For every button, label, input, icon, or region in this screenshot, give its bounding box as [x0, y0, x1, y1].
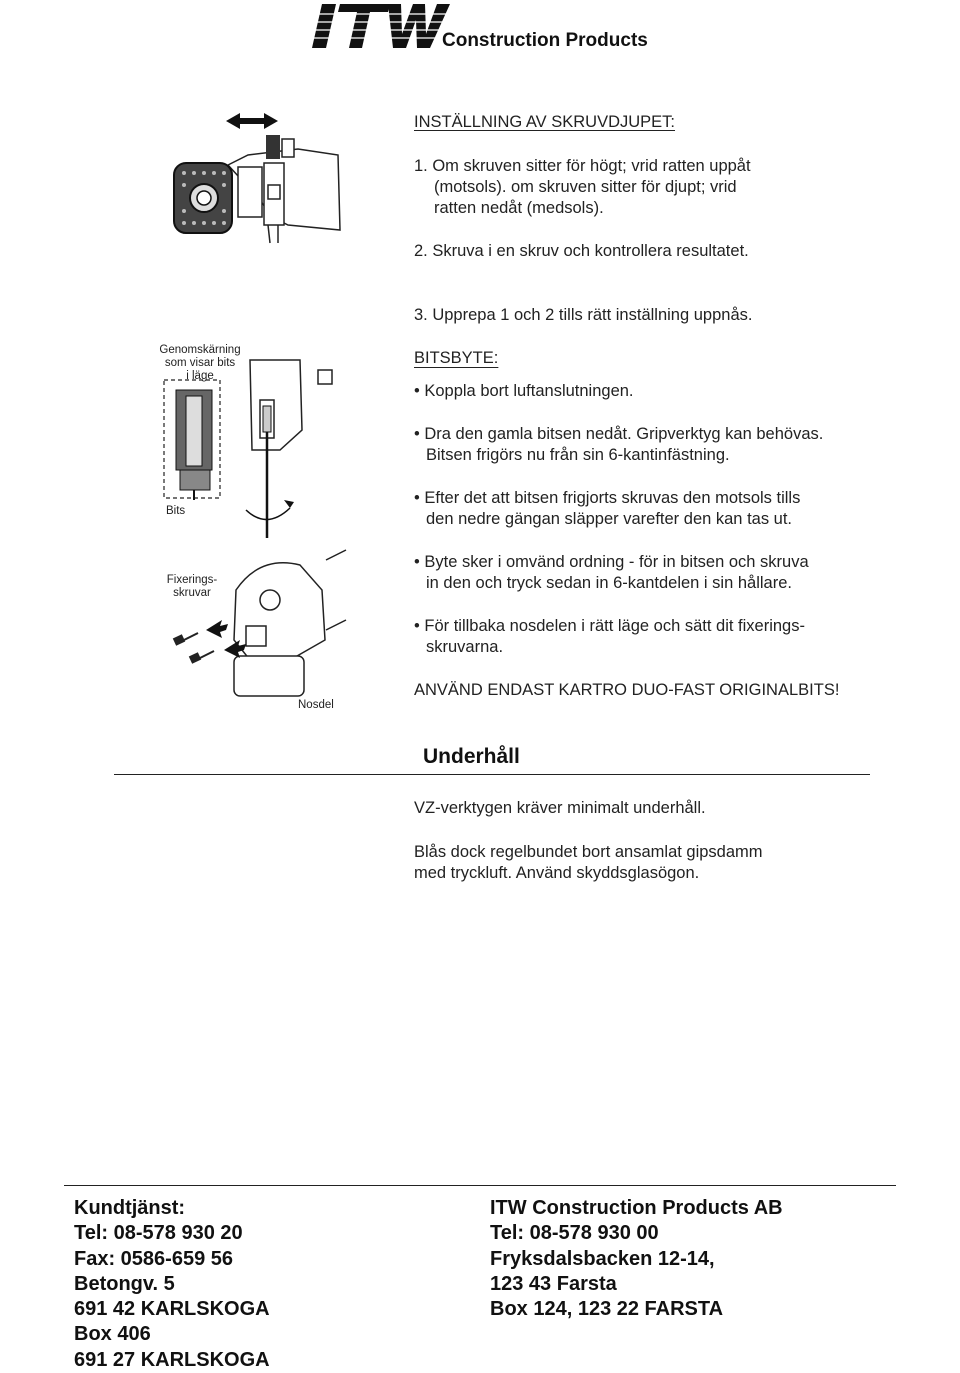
footer-divider: [64, 1185, 896, 1186]
para-line: Blås dock regelbundet bort ansamlat gipsdamm: [414, 843, 763, 861]
footer-line: Box 124, 123 22 FARSTA: [490, 1298, 724, 1321]
skruvdjup-step-1: [414, 156, 751, 219]
bitsbyte-bullet-3: [414, 488, 800, 530]
para-line: med tryckluft. Använd skyddsglasögon.: [414, 864, 700, 882]
skruvdjup-heading: INSTÄLLNING AV SKRUVDJUPET:: [414, 113, 676, 131]
bullet-line: • Byte sker i omvänd ordning - för in bitsen och skruva: [414, 553, 809, 571]
underhall-title: Underhåll: [423, 745, 520, 768]
step-line: 1. Om skruven sitter för högt; vrid ratten uppåt: [414, 157, 751, 175]
footer-line: 691 42 KARLSKOGA: [74, 1298, 270, 1321]
label-line: som visar bits: [164, 357, 236, 369]
bullet-line: • Efter det att bitsen frigjorts skruvas den motsols tills: [414, 489, 801, 507]
bullet-line: den nedre gängan släpper varefter den kan tas ut.: [426, 510, 793, 528]
bitsbyte-bullet-1: • Koppla bort luftanslutningen.: [414, 382, 634, 400]
bullet-line: • För tillbaka nosdelen i rätt läge och sätt dit fixerings-: [414, 617, 805, 635]
label-line: Genomskärning: [159, 344, 241, 356]
bullet-line: in den och tryck sedan in 6-kantdelen i sin hållare.: [426, 574, 792, 592]
logo-text: Construction Products: [442, 30, 648, 51]
footer-line: Kundtjänst:: [74, 1197, 186, 1219]
footer-customer-service: [74, 1196, 270, 1373]
footer-line: Betongv. 5: [74, 1272, 175, 1295]
footer-line: 691 27 KARLSKOGA: [74, 1348, 270, 1371]
footer-line: Fryksdalsbacken 12-14,: [490, 1247, 715, 1270]
itw-logo-mark: [312, 0, 452, 52]
bullet-line: skruvarna.: [426, 638, 504, 656]
footer-line: Tel: 08-578 930 00: [490, 1222, 659, 1245]
label-line: skruvar: [173, 587, 211, 599]
footer-line: 123 43 Farsta: [490, 1272, 617, 1295]
label-line: i läge: [186, 370, 214, 382]
label-bits: Bits: [166, 505, 186, 517]
label-line: Fixerings-: [166, 574, 218, 586]
double-arrow-icon: [226, 113, 278, 129]
bitsbyte-warning: ANVÄND ENDAST KARTRO DUO-FAST ORIGINALBITS!: [414, 681, 840, 699]
footer-company-address: [490, 1196, 783, 1322]
label-nosdel: Nosdel: [298, 699, 334, 711]
label-genomskarning: [150, 344, 250, 383]
underhall-para-1: VZ-verktygen kräver minimalt underhåll.: [414, 799, 706, 817]
step-line: (motsols). om skruven sitter för djupt; vrid: [434, 178, 737, 196]
itw-logo: [312, 0, 652, 52]
label-fixeringsskruvar: [160, 574, 224, 600]
underhall-divider: [114, 774, 870, 775]
bitsbyte-heading: BITSBYTE:: [414, 349, 499, 367]
skruvdjup-step-3: 3. Upprepa 1 och 2 tills rätt inställning uppnås.: [414, 306, 753, 324]
footer-line: Fax: 0586-659 56: [74, 1247, 234, 1270]
bitsbyte-bullet-4: [414, 552, 809, 594]
underhall-para-2: [414, 842, 763, 884]
bitsbyte-bullet-2: [414, 424, 823, 466]
bitsbyte-bullet-5: [414, 616, 805, 658]
footer-line: ITW Construction Products AB: [490, 1197, 783, 1219]
footer-line: Box 406: [74, 1323, 151, 1346]
skruvdjup-step-2: 2. Skruva i en skruv och kontrollera resultatet.: [414, 242, 749, 260]
depth-adjustment-illustration: [168, 105, 348, 245]
bit-change-illustration: [150, 340, 350, 710]
footer-line: Tel: 08-578 930 20: [74, 1222, 243, 1245]
step-line: ratten nedåt (medsols).: [434, 199, 604, 217]
bullet-line: Bitsen frigörs nu från sin 6-kantinfästning.: [426, 446, 730, 464]
bullet-line: • Dra den gamla bitsen nedåt. Gripverktyg kan behövas.: [414, 425, 824, 443]
screw-icon: [173, 633, 214, 664]
